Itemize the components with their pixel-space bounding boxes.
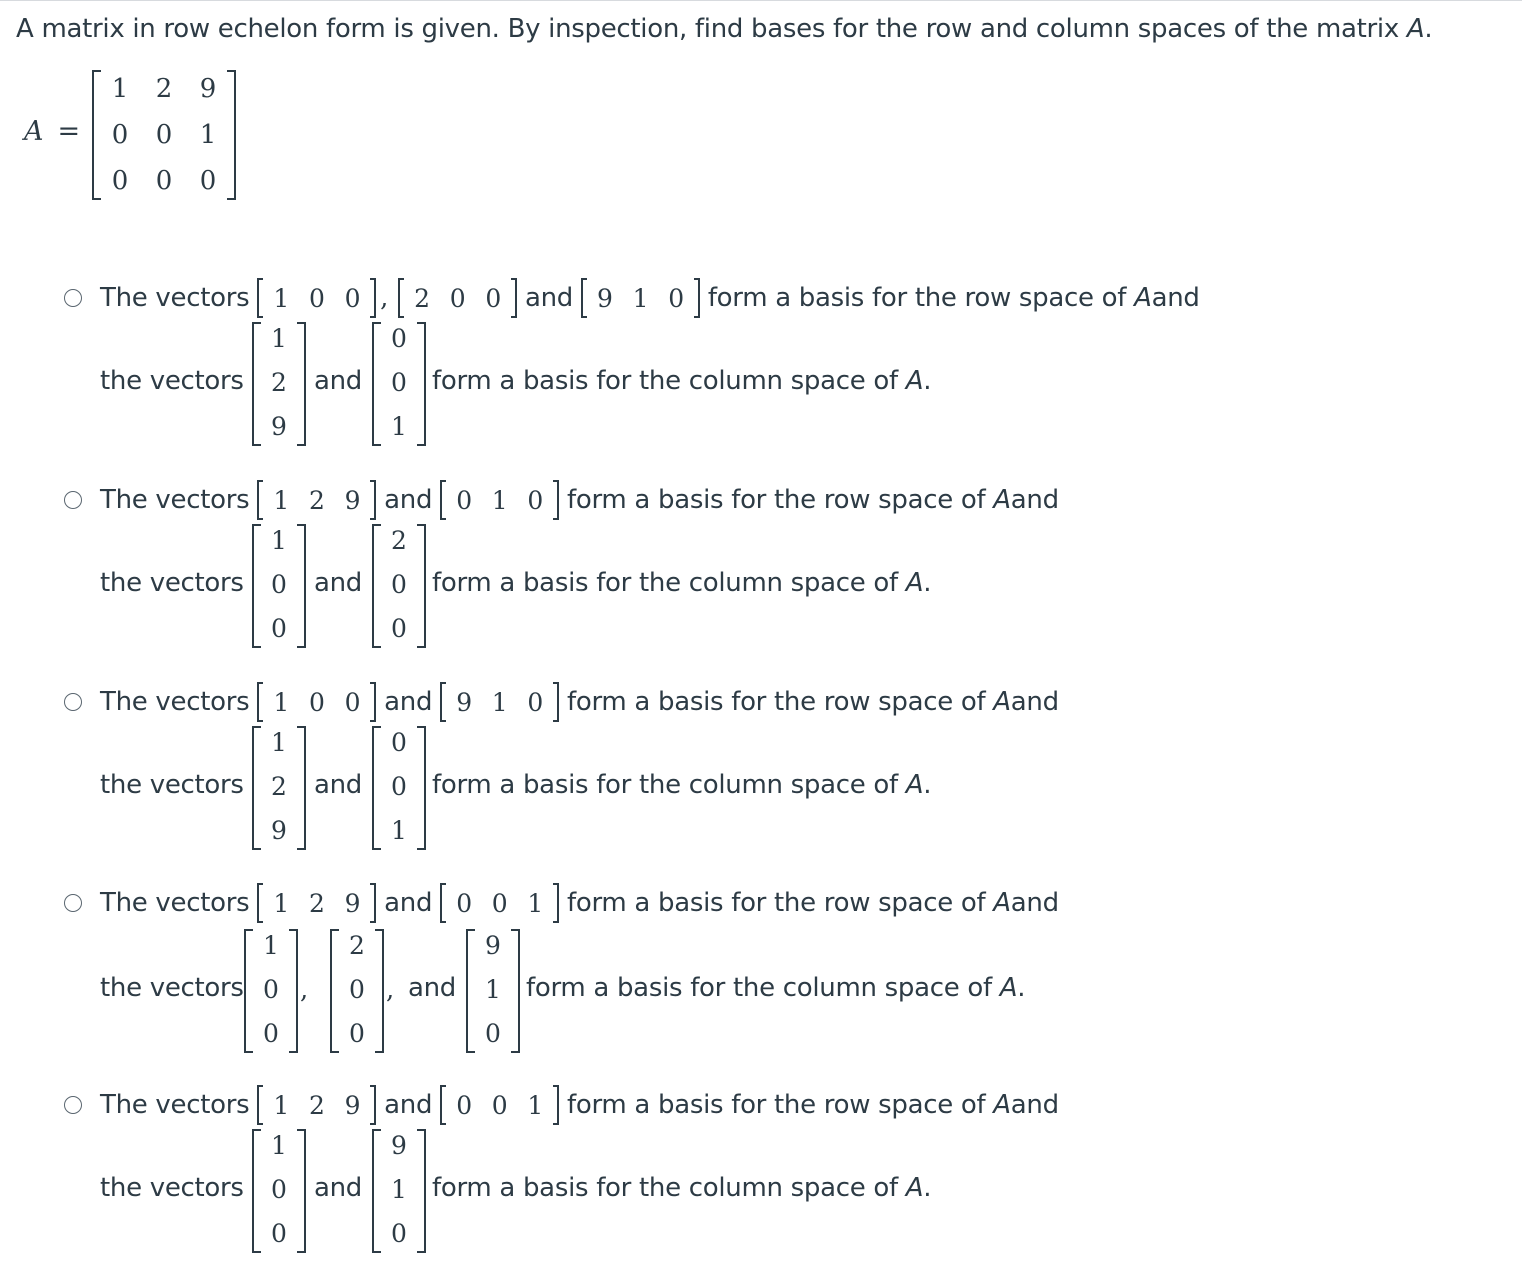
column-vector: 9 1 0 — [372, 1129, 426, 1253]
row-vector: 1 2 9 — [257, 1085, 376, 1125]
option-3-radio[interactable] — [64, 693, 82, 711]
option-4-radio[interactable] — [64, 894, 82, 912]
option-1-radio[interactable] — [64, 289, 82, 307]
row-vector: 9 1 0 — [440, 682, 559, 722]
row-vector: 1 0 0 — [257, 682, 376, 722]
row-vector: 1 0 0 — [257, 278, 376, 318]
column-vector: 2 0 0 — [330, 929, 384, 1053]
option-4-row-line: The vectors 1 2 9 and 0 0 1 form a basis for the row space of A and — [100, 883, 1059, 923]
row-vector: 0 0 1 — [440, 883, 559, 923]
row-vector: 9 1 0 — [581, 278, 700, 318]
column-vector: 1 0 0 — [252, 1129, 306, 1253]
matrix-cell: 0 — [111, 120, 129, 150]
question-text: A matrix in row echelon form is given. By inspection, find bases for the row and column spaces of the matrix A. — [16, 14, 1433, 44]
row-vector: 2 0 0 — [398, 278, 517, 318]
row-vector: 1 2 9 — [257, 480, 376, 520]
column-vector: 9 1 0 — [466, 929, 520, 1053]
column-vector: 0 0 1 — [372, 726, 426, 850]
matrix-cell: 1 — [199, 120, 217, 150]
option-1-row-line: The vectors 1 0 0 , 2 0 0 and 9 1 0 form a basis for the row space of A and — [100, 278, 1200, 318]
column-vector: 1 0 0 — [244, 929, 298, 1053]
matrix-right-bracket — [227, 70, 236, 200]
column-vector: 1 2 9 — [252, 726, 306, 850]
column-vector: 1 2 9 — [252, 322, 306, 446]
option-3-row-line: The vectors 1 0 0 and 9 1 0 form a basis for the row space of A and — [100, 682, 1059, 722]
matrix-cell: 0 — [199, 166, 217, 196]
option-5-radio[interactable] — [64, 1096, 82, 1114]
matrix-A — [92, 70, 236, 200]
top-divider — [0, 0, 1522, 1]
matrix-label: A = — [24, 116, 81, 147]
matrix-cell: 2 — [155, 74, 173, 104]
column-vector: 0 0 1 — [372, 322, 426, 446]
option-5-row-line: The vectors 1 2 9 and 0 0 1 form a basis for the row space of A and — [100, 1085, 1059, 1125]
column-vector: 2 0 0 — [372, 524, 426, 648]
row-vector: 0 1 0 — [440, 480, 559, 520]
row-vector: 0 0 1 — [440, 1085, 559, 1125]
row-vector: 1 2 9 — [257, 883, 376, 923]
matrix-cell: 9 — [199, 74, 217, 104]
matrix-cell: 0 — [111, 166, 129, 196]
matrix-cell: 0 — [155, 120, 173, 150]
option-2-radio[interactable] — [64, 491, 82, 509]
column-vector: 1 0 0 — [252, 524, 306, 648]
option-2-row-line: The vectors 1 2 9 and 0 1 0 form a basis for the row space of A and — [100, 480, 1059, 520]
matrix-cell: 0 — [155, 166, 173, 196]
matrix-cell: 1 — [111, 74, 129, 104]
